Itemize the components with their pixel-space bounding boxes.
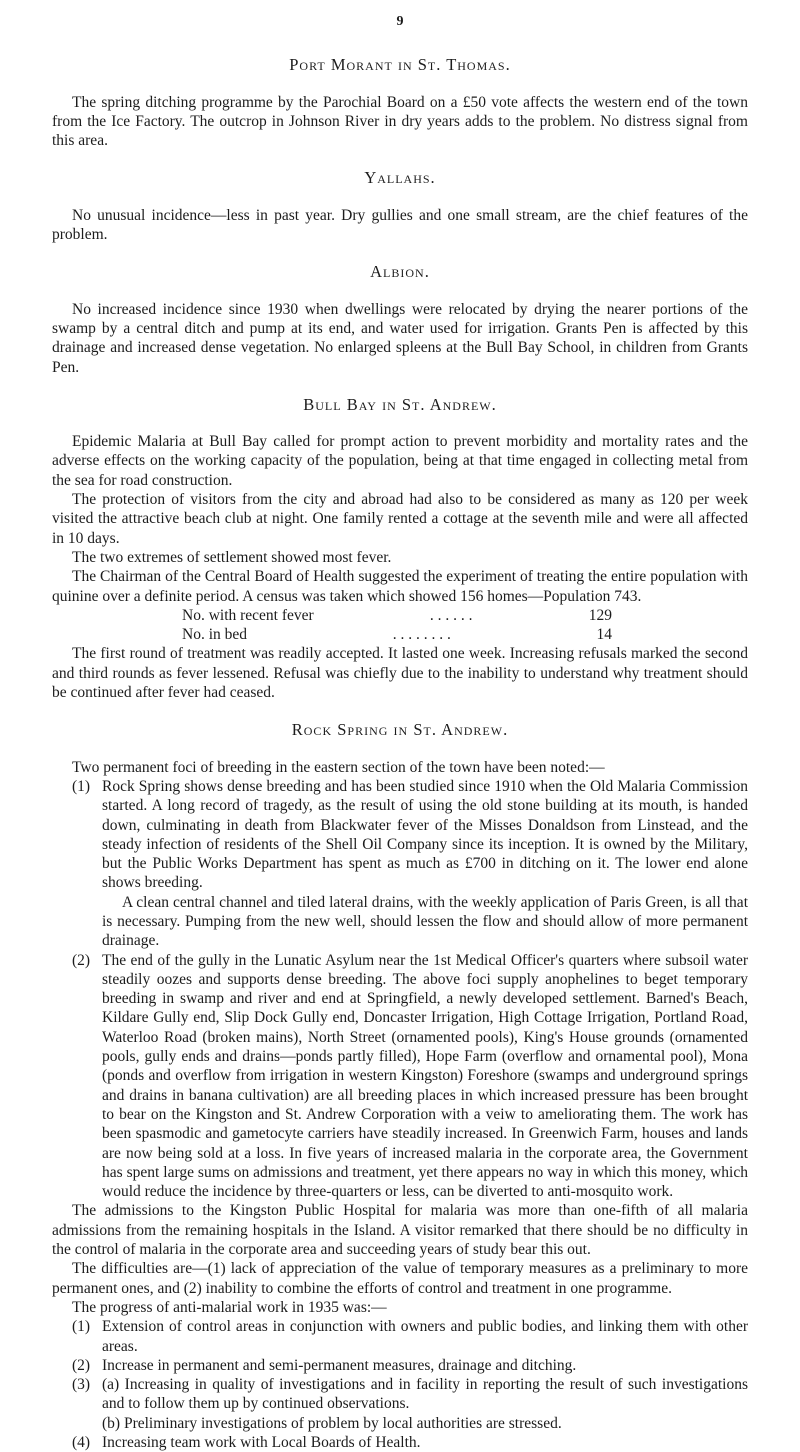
census-leader: . . . . . . . . xyxy=(392,626,451,644)
paragraph: The two extremes of settlement showed most fever. xyxy=(72,548,392,566)
item-text: The end of the gully in the Lunatic Asylum near the 1st Medical Officer's quarters where subsoil water steadily oozes and supports dense breeding. The above foci supply anophelines to beget temporary breeding in swamp and river and end at Springfield, a newly developed settlement. Barned's Beach, Kildare Gully end, Slip Dock Gully end, Doncaster Irrigation, High Cottage Irrigation, Portland Road, Waterloo Road (broken mains), North Street (ornamented pools), King's House grounds (ornamented pools, gully ends and drains—ponds partly filled), Hope Farm (overflow and ornamental pool), Mona (ponds and overflow from irrigation in western Kingston) Foreshore (swamps and underground springs and drains in banana cultivation) are all breeding places in which increased pressure has been brought to bear on the Kingston and St. Andrew Corporation with a veiw to ameliorating them. The work has been spasmodic and gametocyte carriers have steadily increased. In Greenwich Farm, houses and lands are now being sold at a loss. In five years of increased malaria in the corporate area, the Government has spent large sums on admissions and treatment, yet there appears no way in which this money, which would reduce the incidence by three-quarters or less, can be diverted to anti-mosquito work. xyxy=(102,951,748,1201)
numbered-item xyxy=(72,777,748,893)
item-continuation: A clean central channel and tiled lateral drains, with the weekly application of Paris Green, is all that is necessary. Pumping from the new well, should lessen the flow and should allow of more permanent drainage. xyxy=(102,893,748,950)
progress-item xyxy=(72,1433,748,1452)
progress-item xyxy=(72,1356,748,1375)
item-number: (4) xyxy=(72,1434,91,1451)
paragraph: The spring ditching programme by the Parochial Board on a £50 vote affects the western end of the town from the Ice Factory. The outcrop in Johnson River in dry years adds to the problem. No distress signal from this area. xyxy=(52,93,748,150)
paragraph: The protection of visitors from the city and abroad had also to be considered as many as 120 per week visited the attractive beach club at night. One family rented a cottage at the seventh mile and were all affected in 10 days. xyxy=(52,491,748,547)
paragraph: No unusual incidence—less in past year. Dry gullies and one small stream, are the chief features of the problem. xyxy=(52,206,748,244)
page-number: 9 xyxy=(396,14,404,29)
heading-albion: Albion. xyxy=(370,262,430,282)
item-text: (b) Preliminary investigations of problem by local authorities are stressed. xyxy=(102,1414,562,1432)
heading-port-morant: Port Morant in St. Thomas. xyxy=(289,55,511,75)
paragraph: The progress of anti-malarial work in 1935 was:— xyxy=(72,1298,387,1316)
paragraph: Two permanent foci of breeding in the eastern section of the town have been noted:— xyxy=(72,758,605,776)
item-text: Increase in permanent and semi-permanent measures, drainage and ditching. xyxy=(102,1356,577,1374)
numbered-item xyxy=(72,951,748,1202)
item-number: (1) xyxy=(72,1318,91,1336)
item-number: (1) xyxy=(72,777,91,795)
paragraph: The first round of treatment was readily accepted. It lasted one week. Increasing refusals marked the second and third rounds as fever lessened. Refusal was chiefly due to the inability to understand why treatment should be continued after fever had ceased. xyxy=(52,645,748,702)
census-value: 129 xyxy=(588,606,612,624)
census-row xyxy=(182,625,612,644)
progress-item xyxy=(72,1414,748,1433)
item-number: (3) xyxy=(72,1376,91,1394)
census-table xyxy=(182,606,612,645)
item-number: (2) xyxy=(72,1356,91,1374)
item-number: (2) xyxy=(72,951,91,969)
paragraph: The admissions to the Kingston Public Hospital for malaria was more than one-fifth of all malaria admissions from the remaining hospitals in the Island. A visitor remarked that there should be no difficulty in the control of malaria in the corporate area and succeeding years of study bear this out. xyxy=(52,1202,748,1259)
item-text: Increasing team work with Local Boards of Health. xyxy=(102,1434,421,1451)
paragraph: Epidemic Malaria at Bull Bay called for prompt action to prevent morbidity and mortality rates and the adverse effects on the working capacity of the population, being at that time engaged in collecting metal from the sea for road construction. xyxy=(52,433,748,489)
census-value: 14 xyxy=(596,626,612,644)
paragraph: The Chairman of the Central Board of Health suggested the experiment of treating the entire population with quinine over a definite period. A census was taken which showed 156 homes—Population 743. xyxy=(52,568,748,605)
census-label: No. with recent fever xyxy=(182,606,314,624)
census-label: No. in bed xyxy=(182,626,248,644)
item-text: (a) Increasing in quality of investigations and in facility in reporting the result of such investigations and to follow them up by continued observations. xyxy=(102,1376,748,1413)
item-text: Rock Spring shows dense breeding and has been studied since 1910 when the Old Malaria Commission started. A long record of tragedy, as the result of using the old stone building at its mouth, is handed down, culminating in death from Blackwater fever of the Misses Donaldson from Linstead, and the steady infection of residents of the Shell Oil Company since its inception. It is owned by the Military, but the Public Works Department has spent as much as £700 in ditching on it. The lower end alone shows breeding. xyxy=(102,777,748,892)
item-number xyxy=(72,1414,102,1433)
progress-item xyxy=(72,1375,748,1414)
item-text: Extension of control areas in conjunction with owners and public bodies, and linking them with other areas. xyxy=(102,1318,748,1355)
census-leader: . . . . . . xyxy=(429,606,473,624)
heading-bull-bay: Bull Bay in St. Andrew. xyxy=(303,394,497,414)
paragraph: The difficulties are—(1) lack of appreciation of the value of temporary measures as a preliminary to more permanent ones, and (2) inability to combine the efforts of control and treatment in one programme. xyxy=(52,1260,748,1297)
progress-item xyxy=(72,1317,748,1356)
heading-yallahs: Yallahs. xyxy=(364,168,436,188)
census-row xyxy=(182,606,612,625)
heading-rock-spring: Rock Spring in St. Andrew. xyxy=(291,720,509,740)
paragraph: No increased incidence since 1930 when dwellings were relocated by drying the nearer portions of the swamp by a central ditch and pump at its end, and water used for irrigation. Grants Pen is affected by this drainage and increased dense vegetation. No enlarged spleens at the Bull Bay School, in children from Grants Pen. xyxy=(52,300,748,376)
